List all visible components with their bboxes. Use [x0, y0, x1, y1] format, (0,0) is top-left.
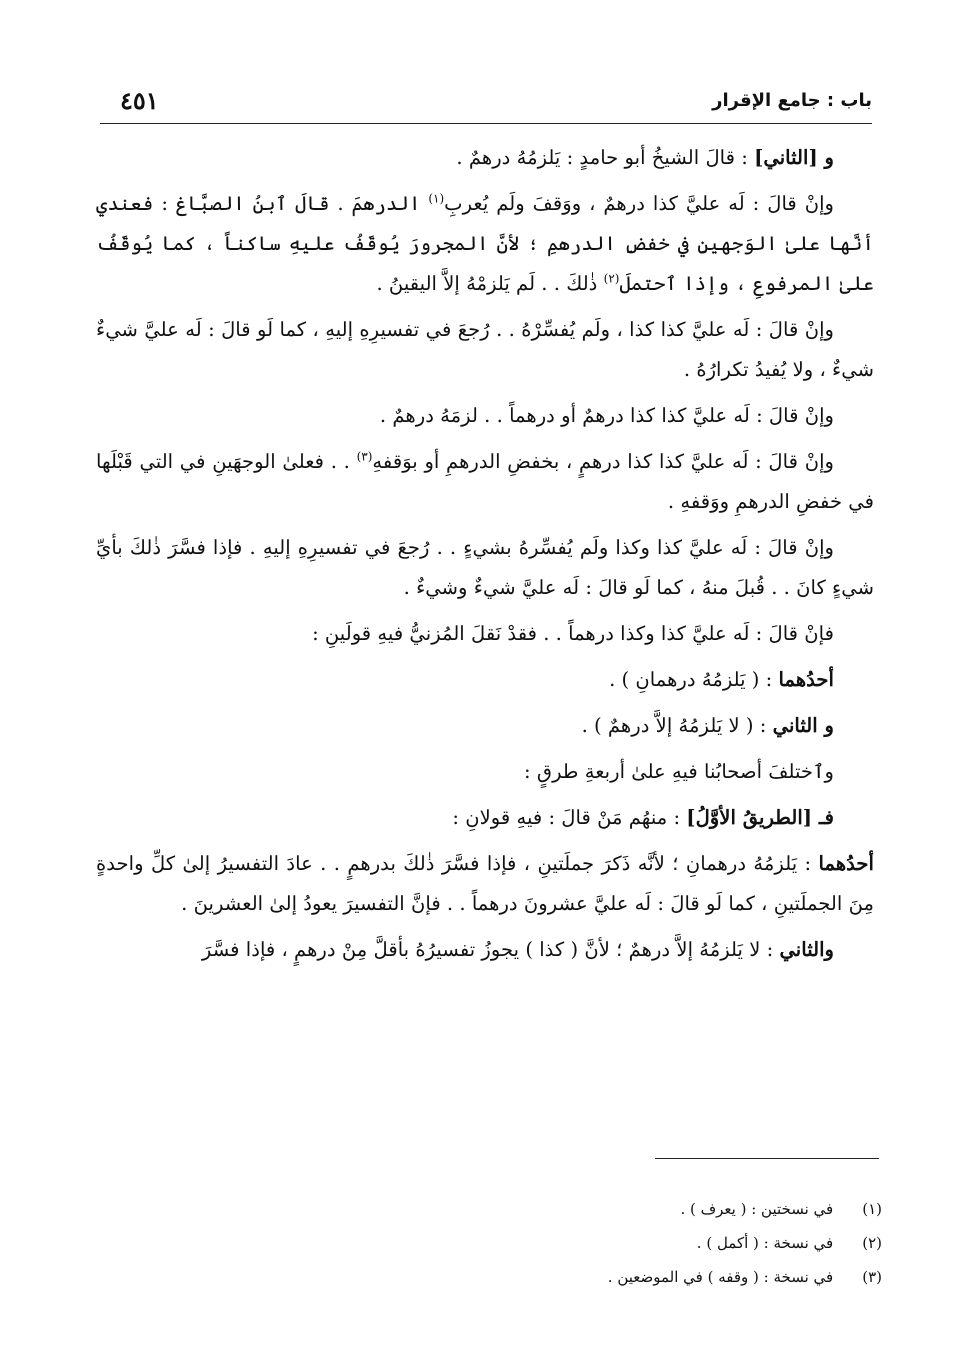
chapter-title: باب : جامع الإقرار — [712, 90, 872, 111]
footnote-ref-3[interactable]: (٣) — [356, 449, 373, 464]
paragraph-lead: و الثاني — [772, 714, 834, 737]
paragraph-text: وإنْ قالَ : لَه عليَّ كذا وكذا ولَم يُفسِّرهُ بشيءٍ . . رُجعَ في تفسيرِهِ إليهِ . فإذا فسَّرَ ذٰلكَ بأيِّ شيءٍ كانَ . . قُبلَ منهُ ، كما لَو قالَ : لَه عليَّ شيءٌ وشيءٌ . — [96, 536, 874, 599]
paragraph-text: . . فعلىٰ الوجهَينِ في التي قَبْلَها في خفضِ الدرهمِ ووَقفهِ . — [96, 450, 874, 513]
paragraph-lead: و [الثاني] — [754, 146, 834, 169]
footnote-number: (١) — [862, 1200, 882, 1218]
paragraph-7 — [96, 614, 874, 654]
paragraph-text: : ( يَلزمُهُ درهمانِ ) . — [609, 668, 779, 691]
paragraph-text: وإنْ قالَ : لَه عليَّ كذا درهمٌ ، ووَقفَ ولَم يُعربِ — [444, 192, 834, 215]
footnote-text: في نسخة : ( وقفه ) في الموضعين . — [607, 1268, 834, 1286]
paragraph-4 — [96, 396, 874, 436]
header-divider — [100, 123, 872, 124]
paragraph-lead: فـ [الطريقُ الأوَّلُ] — [686, 806, 834, 829]
paragraph-text: فإنْ قالَ : لَه عليَّ كذا وكذا درهماً . . فقدْ نَقلَ المُزنيُّ فيهِ قولَينِ : — [312, 622, 834, 645]
paragraph-text: ذٰلكَ . . لَم يَلزمْهُ إلاَّ اليقينُ . — [376, 272, 604, 295]
paragraph-lead: والثاني — [779, 938, 834, 961]
footnote-number: (٣) — [862, 1268, 882, 1286]
paragraph-lead: أحدُهما — [818, 852, 874, 875]
paragraph-lead: أحدُهما — [778, 668, 834, 691]
footnote-1 — [300, 1192, 882, 1226]
paragraph-13 — [96, 930, 874, 970]
paragraph-12 — [96, 844, 874, 924]
paragraph-text: الدرهمَ . قالَ ٱبنُ الصبَّاغ : فعندي أنَّها علىٰ الوَجهينِ في خفضِ الدرهمِ ؛ لأنَّ المجرورَ يُوقَفُ عليهِ ساكناً ، كما يُوقَفُ علىٰ المرفوعِ ، وإذا ٱحتملَ — [96, 192, 874, 295]
footnote-3 — [300, 1260, 882, 1294]
paragraph-2 — [96, 184, 874, 304]
paragraph-text: : قالَ الشيخُ أبو حامدٍ : يَلزمُهُ درهمٌ . — [456, 146, 755, 169]
footnote-ref-2[interactable]: (٢) — [603, 271, 620, 286]
page-number: ٤٥١ — [120, 86, 159, 115]
paragraph-3 — [96, 310, 874, 390]
paragraph-6 — [96, 528, 874, 608]
paragraph-9 — [96, 706, 874, 746]
footnote-ref-1[interactable]: (١) — [428, 191, 445, 206]
footnote-text: في نسختين : ( يعرف ) . — [680, 1200, 834, 1218]
paragraph-text: وٱختلفَ أصحابُنا فيهِ علىٰ أربعةِ طرقٍ : — [524, 760, 834, 783]
paragraph-10 — [96, 752, 874, 792]
paragraph-text: وإنْ قالَ : لَه عليَّ كذا كذا درهمٌ أو درهماً . . لزمَهُ درهمٌ . — [379, 404, 834, 427]
footnote-2 — [300, 1226, 882, 1260]
footnote-number: (٢) — [862, 1234, 882, 1252]
paragraph-5 — [96, 442, 874, 522]
footnote-divider — [655, 1158, 879, 1159]
paragraph-text: وإنْ قالَ : لَه عليَّ كذا كذا ، ولَم يُفسِّرْهُ . . رُجعَ في تفسيرِهِ إليهِ ، كما لَو قالَ : لَه عليَّ شيءٌ شيءٌ ، ولا يُفيدُ تكرارُهُ . — [96, 318, 874, 381]
page-header — [100, 86, 872, 122]
paragraph-1 — [96, 138, 874, 178]
paragraph-text: وإنْ قالَ : لَه عليَّ كذا كذا درهمٍ ، بخفضِ الدرهمِ أو بوَقفهِ — [372, 450, 834, 473]
paragraph-text: : يَلزمُهُ درهمانِ ؛ لأنَّه ذَكرَ جملَتينِ ، فإذا فسَّرَ ذٰلكَ بدرهمٍ . . عادَ التفسيرُ إلىٰ كلِّ واحدةٍ مِنَ الجملَتينِ ، كما لَو قالَ : لَه عليَّ عشرونَ درهماً . . فإنَّ التفسيرَ يعودُ إلىٰ العشرينَ . — [96, 852, 874, 915]
footnotes — [300, 1192, 882, 1294]
paragraph-11 — [96, 798, 874, 838]
main-text — [96, 138, 874, 976]
paragraph-text: : منهُم مَنْ قالَ : فيهِ قولانِ : — [452, 806, 687, 829]
footnote-text: في نسخة : ( أكمل ) . — [696, 1234, 834, 1252]
paragraph-text: : لا يَلزمُهُ إلاَّ درهمٌ ؛ لأنَّ ( كذا ) يجوزُ تفسيرُهُ بأقلَّ مِنْ درهمٍ ، فإذا فسَّرَ — [201, 938, 780, 961]
paragraph-text: : ( لا يَلزمُهُ إلاَّ درهمٌ ) . — [581, 714, 773, 737]
paragraph-8 — [96, 660, 874, 700]
